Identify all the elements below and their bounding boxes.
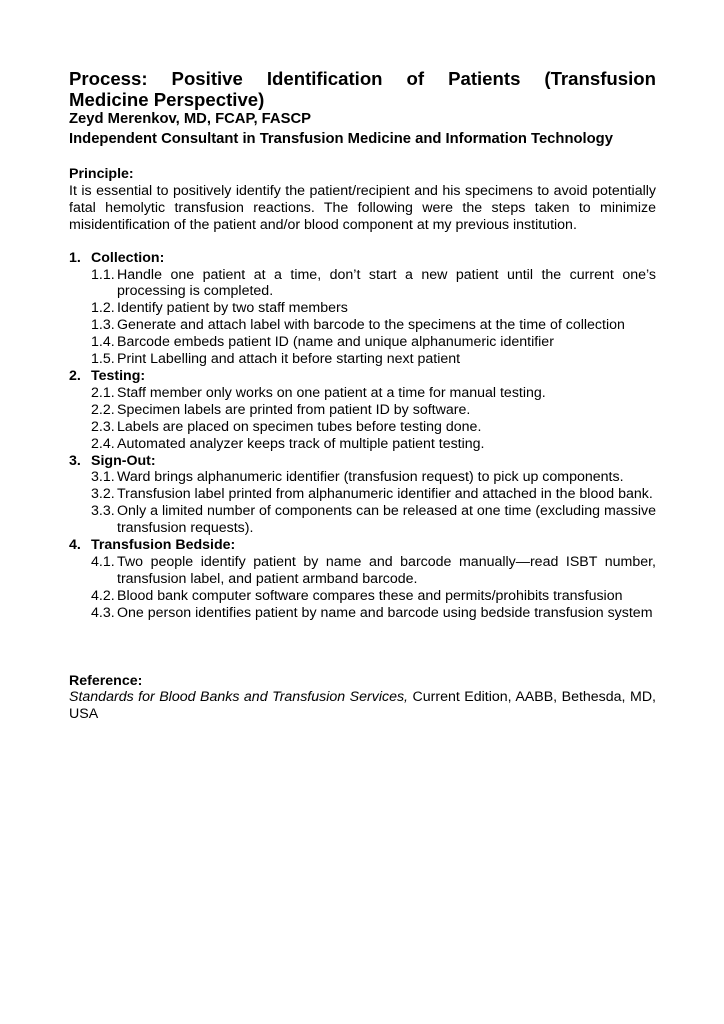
author-affiliation: Independent Consultant in Transfusion Medicine and Information Technology: [69, 130, 613, 147]
substep-text: Blood bank computer software compares these and permits/prohibits transfusion: [117, 587, 623, 604]
substep-item: [69, 317, 656, 334]
step-number: 3.: [69, 452, 81, 469]
substep-text: Identify patient by two staff members: [117, 300, 348, 317]
substep-item: [69, 605, 656, 622]
substep-item: [69, 486, 656, 503]
substep-text: Only a limited number of components can be released at one time (excluding massive transfusion requests).: [117, 503, 656, 537]
substep-text: One person identifies patient by name and barcode using bedside transfusion system: [117, 604, 653, 621]
substep-item: [69, 503, 656, 537]
process-steps: [69, 250, 656, 622]
substep-number: 4.1.: [91, 553, 115, 570]
substep-text: Automated analyzer keeps track of multiple patient testing.: [117, 435, 485, 452]
substep-item: [69, 436, 656, 453]
substep-list: [69, 554, 656, 622]
substep-text: Ward brings alphanumeric identifier (transfusion request) to pick up components.: [117, 469, 624, 486]
substep-number: 1.3.: [91, 317, 115, 334]
step-heading: [69, 453, 656, 470]
substep-text: Handle one patient at a time, don’t start a new patient until the current one’s processing is completed.: [117, 266, 656, 300]
step-testing: [69, 368, 656, 453]
substep-number: 1.4.: [91, 334, 115, 351]
title-word: Identification: [266, 68, 383, 89]
step-transfusion-bedside: [69, 537, 656, 622]
substep-number: 3.3.: [91, 503, 115, 520]
title-word: (Transfusion: [544, 68, 656, 89]
step-heading: [69, 368, 656, 385]
substep-number: 1.1.: [91, 266, 115, 283]
substep-number: 4.3.: [91, 604, 115, 621]
substep-number: 2.2.: [91, 401, 115, 418]
document-title: [69, 68, 656, 110]
substep-number: 3.1.: [91, 469, 115, 486]
substep-item: [69, 385, 656, 402]
title-word: Positive: [171, 68, 243, 89]
reference-heading: Reference:: [69, 672, 143, 689]
substep-text: Generate and attach label with barcode to the specimens at the time of collection: [117, 317, 625, 334]
reference-title: Standards for Blood Banks and Transfusion Services,: [69, 689, 408, 706]
step-number: 4.: [69, 537, 81, 554]
substep-text: Transfusion label printed from alphanumeric identifier and attached in the blood bank.: [117, 486, 653, 503]
reference-details: Current Edition, AABB, Bethesda, MD, USA: [69, 689, 657, 723]
principle-section: [69, 166, 656, 234]
substep-list: [69, 267, 656, 368]
substep-list: [69, 469, 656, 537]
step-heading: [69, 537, 656, 554]
substep-number: 2.3.: [91, 418, 115, 435]
substep-item: [69, 588, 656, 605]
substep-item: [69, 351, 656, 368]
substep-list: [69, 385, 656, 453]
reference-citation: [69, 689, 656, 723]
step-title: Collection:: [91, 249, 165, 266]
substep-number: 1.2.: [91, 300, 115, 317]
principle-heading: Principle:: [69, 166, 134, 182]
step-heading: [69, 250, 656, 267]
substep-item: [69, 419, 656, 436]
step-number: 1.: [69, 249, 81, 266]
substep-item: [69, 469, 656, 486]
substep-number: 4.2.: [91, 587, 115, 604]
author-name: Zeyd Merenkov, MD, FCAP, FASCP: [69, 111, 312, 127]
substep-text: Print Labelling and attach it before starting next patient: [117, 351, 461, 368]
title-word: Patients: [448, 68, 521, 89]
substep-item: [69, 267, 656, 301]
step-title: Transfusion Bedside:: [91, 537, 236, 554]
step-number: 2.: [69, 367, 81, 384]
step-title: Sign-Out:: [91, 452, 156, 469]
substep-text: Two people identify patient by name and barcode manually—read ISBT number, transfusion label, and patient armband barcode.: [117, 553, 656, 587]
substep-number: 2.4.: [91, 435, 115, 452]
substep-text: Specimen labels are printed from patient ID by software.: [117, 401, 471, 418]
reference-section: [69, 673, 656, 724]
substep-number: 2.1.: [91, 384, 115, 401]
title-line-1: [69, 68, 656, 89]
substep-item: [69, 402, 656, 419]
substep-text: Staff member only works on one patient at a time for manual testing.: [117, 384, 546, 401]
substep-text: Labels are placed on specimen tubes before testing done.: [117, 418, 482, 435]
substep-text: Barcode embeds patient ID (name and unique alphanumeric identifier: [117, 334, 554, 351]
title-line-2: Medicine Perspective): [69, 89, 265, 110]
title-word: of: [406, 68, 425, 89]
principle-text: It is essential to positively identify the patient/recipient and his specimens to avoid potentially fatal hemolytic transfusion reactions. The following were the steps taken to minimize misidentification of the patient and/or blood component at my previous institution.: [69, 182, 656, 233]
document-page: [69, 68, 656, 723]
step-title: Testing:: [91, 367, 146, 384]
step-collection: [69, 250, 656, 368]
step-sign-out: [69, 453, 656, 538]
substep-item: [69, 554, 656, 588]
substep-number: 1.5.: [91, 351, 115, 368]
title-word: Process:: [69, 68, 148, 89]
substep-number: 3.2.: [91, 486, 115, 503]
substep-item: [69, 300, 656, 317]
substep-item: [69, 334, 656, 351]
